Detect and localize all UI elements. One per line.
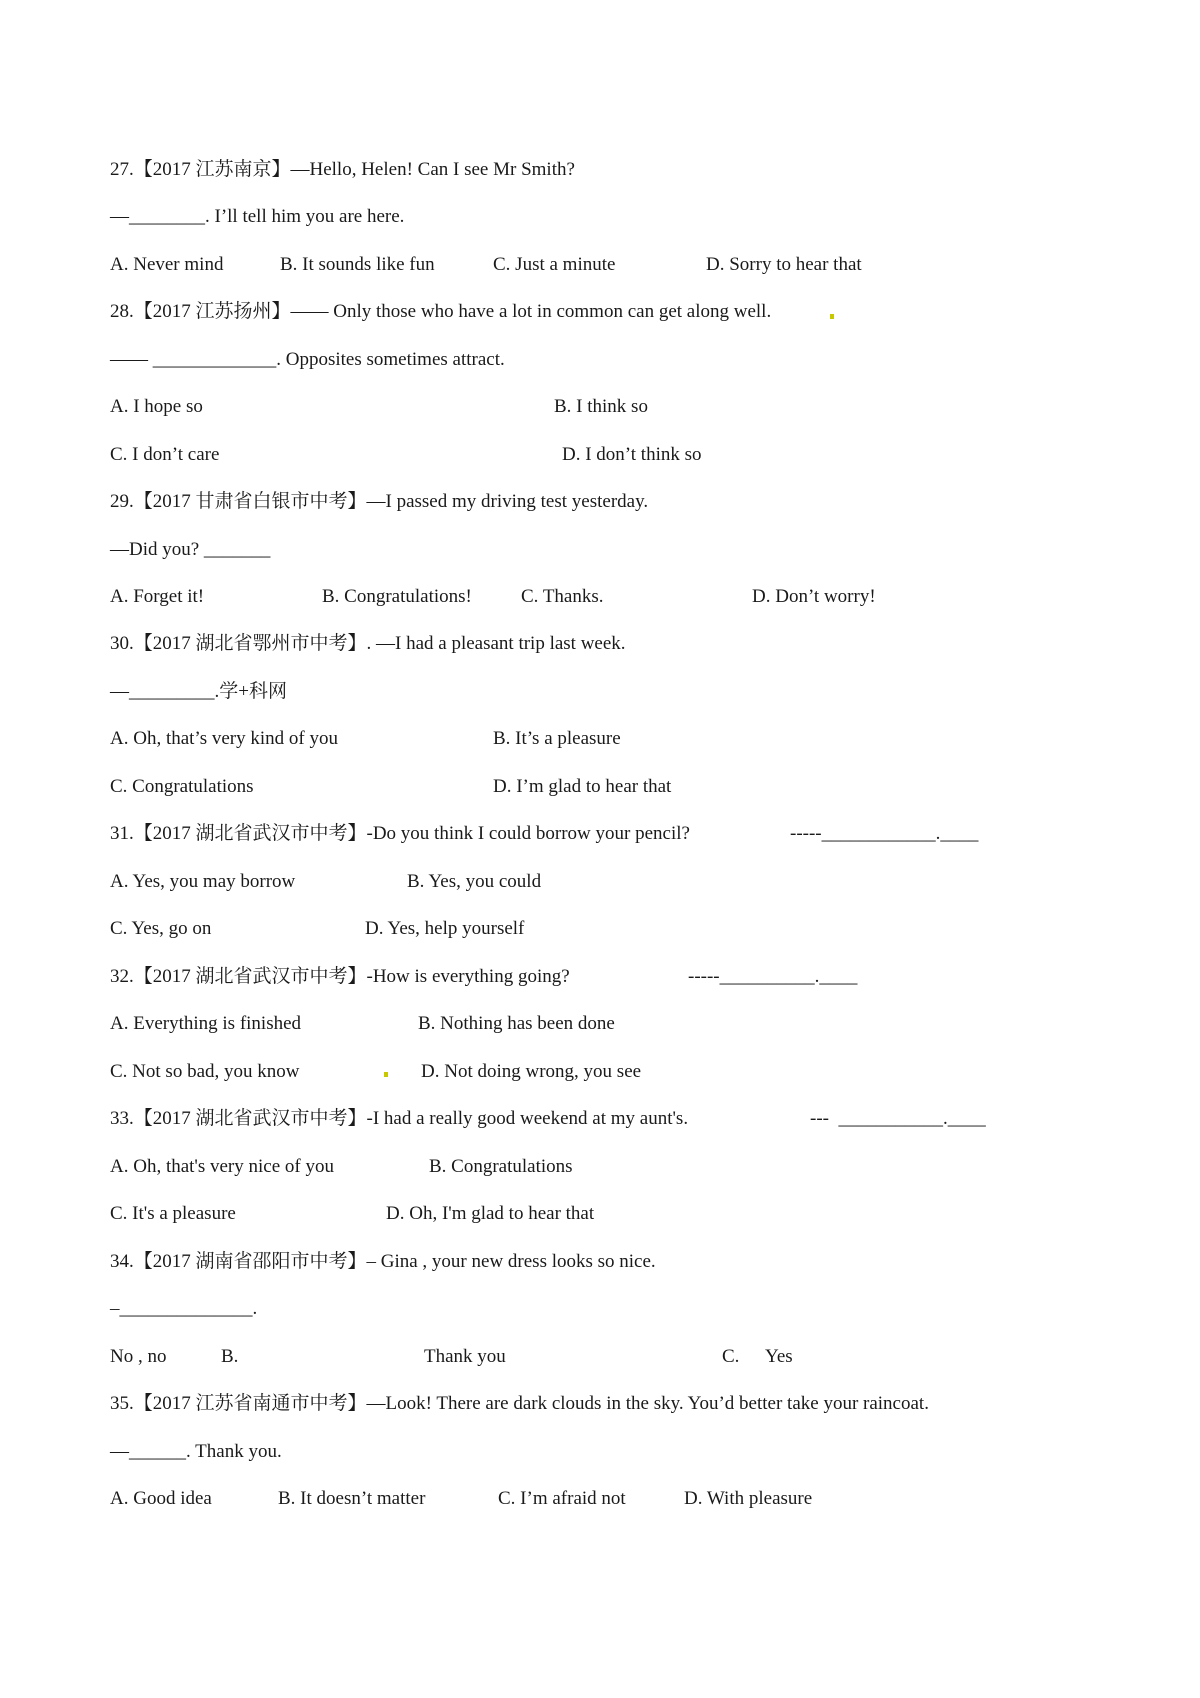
- question-27-option-c: C. Just a minute: [493, 254, 616, 275]
- question-27-reply: —________. I’ll tell him you are here.: [110, 206, 405, 227]
- question-35-option-a: A. Good idea: [110, 1488, 212, 1509]
- question-28-reply: —— _____________. Opposites sometimes attract.: [110, 349, 505, 370]
- question-28-option-b: B. I think so: [554, 396, 648, 417]
- speck-mark: [830, 314, 834, 319]
- speck-mark: [384, 1072, 388, 1077]
- question-31-stem: 31.【2017 湖北省武汉市中考】-Do you think I could borrow your pencil?: [110, 823, 690, 844]
- question-34-option-c: Yes: [765, 1346, 793, 1367]
- question-28-option-c: C. I don’t care: [110, 444, 220, 465]
- question-29-option-a: A. Forget it!: [110, 586, 205, 607]
- question-35-option-c: C. I’m afraid not: [498, 1488, 626, 1509]
- question-27-option-a: A. Never mind: [110, 254, 224, 275]
- question-27-option-d: D. Sorry to hear that: [706, 254, 862, 275]
- question-31-option-d: D. Yes, help yourself: [365, 918, 525, 939]
- question-31-option-c: C. Yes, go on: [110, 918, 212, 939]
- question-31-blank: -----____________.____: [790, 823, 979, 844]
- question-34-stem: 34.【2017 湖南省邵阳市中考】– Gina , your new dress looks so nice.: [110, 1251, 656, 1272]
- question-30-option-d: D. I’m glad to hear that: [493, 776, 672, 797]
- question-34-label-b: B.: [221, 1346, 239, 1367]
- question-33-option-c: C. It's a pleasure: [110, 1203, 236, 1224]
- question-29-stem: 29.【2017 甘肃省白银市中考】—I passed my driving test yesterday.: [110, 491, 649, 512]
- question-33-option-a: A. Oh, that's very nice of you: [110, 1156, 334, 1177]
- question-30-option-b: B. It’s a pleasure: [493, 728, 621, 749]
- question-31-option-b: B. Yes, you could: [407, 871, 542, 892]
- question-33-blank: --- ___________.____: [810, 1108, 986, 1129]
- question-28-option-a: A. I hope so: [110, 396, 203, 417]
- question-35-reply: —______. Thank you.: [110, 1441, 282, 1462]
- question-35-stem: 35.【2017 江苏省南通市中考】—Look! There are dark clouds in the sky. You’d better take your raincoat.: [110, 1393, 929, 1414]
- question-32-blank: -----__________.____: [688, 966, 858, 987]
- question-28-stem: 28.【2017 江苏扬州】—— Only those who have a lot in common can get along well.: [110, 301, 772, 322]
- question-28-option-d: D. I don’t think so: [562, 444, 702, 465]
- question-29-option-b: B. Congratulations!: [322, 586, 472, 607]
- question-34-label-c: C.: [722, 1346, 740, 1367]
- question-33-stem: 33.【2017 湖北省武汉市中考】-I had a really good weekend at my aunt's.: [110, 1108, 689, 1129]
- question-33-option-b: B. Congratulations: [429, 1156, 573, 1177]
- question-35-option-b: B. It doesn’t matter: [278, 1488, 426, 1509]
- question-30-stem: 30.【2017 湖北省鄂州市中考】. —I had a pleasant trip last week.: [110, 633, 626, 654]
- question-32-stem: 32.【2017 湖北省武汉市中考】-How is everything going?: [110, 966, 570, 987]
- question-29-option-d: D. Don’t worry!: [752, 586, 876, 607]
- question-29-option-c: C. Thanks.: [521, 586, 604, 607]
- question-27-option-b: B. It sounds like fun: [280, 254, 435, 275]
- question-32-option-a: A. Everything is finished: [110, 1013, 302, 1034]
- question-35-option-d: D. With pleasure: [684, 1488, 813, 1509]
- question-29-reply: —Did you? _______: [110, 539, 271, 560]
- question-32-option-b: B. Nothing has been done: [418, 1013, 615, 1034]
- question-34-option-b: Thank you: [424, 1346, 506, 1367]
- question-27-stem: 27.【2017 江苏南京】—Hello, Helen! Can I see Mr Smith?: [110, 159, 575, 180]
- question-34-option-a: No , no: [110, 1346, 167, 1367]
- question-32-option-d: D. Not doing wrong, you see: [421, 1061, 642, 1082]
- question-32-option-c: C. Not so bad, you know: [110, 1061, 300, 1082]
- question-30-option-c: C. Congratulations: [110, 776, 254, 797]
- question-31-option-a: A. Yes, you may borrow: [110, 871, 296, 892]
- question-30-option-a: A. Oh, that’s very kind of you: [110, 728, 338, 749]
- question-33-option-d: D. Oh, I'm glad to hear that: [386, 1203, 595, 1224]
- question-30-reply: —_________.学+科网: [110, 681, 287, 702]
- question-34-reply: –______________.: [110, 1298, 258, 1319]
